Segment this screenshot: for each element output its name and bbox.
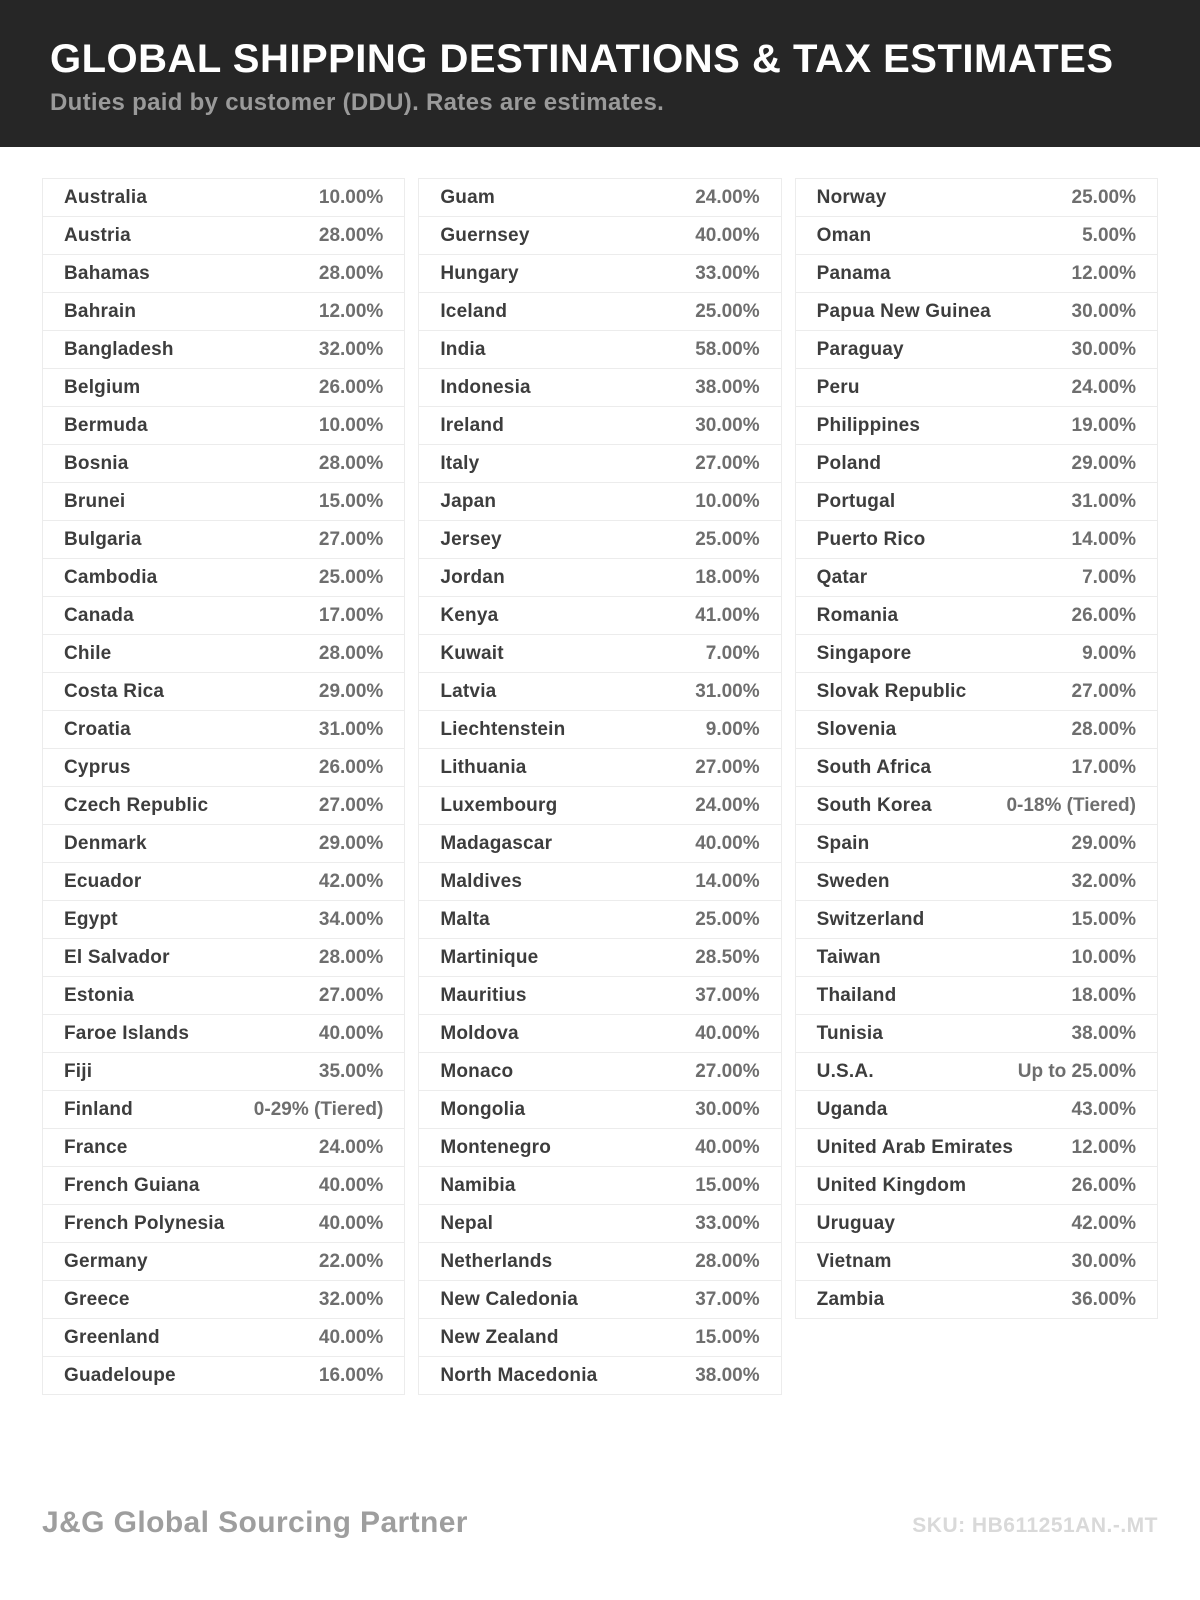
tax-rate: 28.00% [1071,718,1136,740]
table-row [795,1128,1158,1167]
tax-rate: 27.00% [1071,680,1136,702]
tax-rate: 34.00% [318,908,384,930]
tax-rate: 18.00% [695,566,760,588]
table-row [795,1052,1158,1091]
table-row [418,178,781,217]
tax-rate: 42.00% [318,870,384,892]
tax-rate: 12.00% [1071,262,1136,284]
country-name: Bosnia [64,452,129,474]
tax-rate: 0-18% (Tiered) [1006,794,1136,816]
table-row [795,938,1158,977]
tax-rate: 10.00% [318,186,384,208]
table-row [795,1014,1158,1053]
tax-rate: 40.00% [318,1326,384,1348]
country-name: French Guiana [64,1174,200,1196]
tax-rate: 33.00% [695,1212,760,1234]
tax-rate: 25.00% [318,566,384,588]
table-row [795,786,1158,825]
country-name: Greenland [64,1326,160,1348]
rate-column-1 [42,178,405,1395]
table-row [795,254,1158,293]
country-name: Finland [64,1098,133,1120]
table-row [42,178,405,217]
table-row [418,938,781,977]
country-name: Italy [440,452,480,474]
tax-rate: 24.00% [695,794,760,816]
tax-rate: 14.00% [1071,528,1136,550]
country-name: Monaco [440,1060,514,1082]
country-name: Chile [64,642,112,664]
table-row [795,672,1158,711]
tax-rate: 27.00% [695,452,760,474]
tax-rate: 30.00% [695,1098,760,1120]
country-name: South Korea [816,794,932,816]
tax-rate: 40.00% [695,1022,760,1044]
table-row [418,1280,781,1319]
page-header [0,0,1200,147]
country-name: India [440,338,486,360]
country-name: Norway [816,186,887,208]
table-row [795,976,1158,1015]
country-name: Hungary [440,262,519,284]
tax-rate: 9.00% [1082,642,1136,664]
country-name: Jersey [440,528,502,550]
table-row [42,1204,405,1243]
table-row [42,1014,405,1053]
table-row [42,1166,405,1205]
tax-rate: 27.00% [318,984,384,1006]
tax-rate: 26.00% [1071,1174,1136,1196]
country-name: Costa Rica [64,680,165,702]
tax-rate: 29.00% [318,680,384,702]
tax-rate: 27.00% [695,756,760,778]
tax-rate: 36.00% [1071,1288,1136,1310]
country-name: Kuwait [440,642,504,664]
table-row [795,748,1158,787]
tax-rate: 9.00% [705,718,760,740]
table-row [418,710,781,749]
table-row [42,558,405,597]
country-name: Qatar [816,566,868,588]
country-name: Czech Republic [64,794,209,816]
table-row [795,558,1158,597]
tax-rate: 40.00% [695,224,760,246]
country-name: Maldives [440,870,523,892]
table-row [42,824,405,863]
table-row [418,444,781,483]
tax-rate: 12.00% [1071,1136,1136,1158]
tax-rate: 26.00% [318,756,384,778]
country-name: Cyprus [64,756,131,778]
country-name: Bermuda [64,414,148,436]
country-name: Guernsey [440,224,530,246]
country-name: Uganda [816,1098,888,1120]
country-name: French Polynesia [64,1212,225,1234]
tax-rate: 40.00% [318,1022,384,1044]
table-row [795,1280,1158,1319]
sku-label: SKU: HB611251AN.-.MT [912,1514,1158,1537]
country-name: Fiji [64,1060,93,1082]
country-name: Papua New Guinea [816,300,991,322]
country-name: Latvia [440,680,497,702]
tax-rate: 26.00% [1071,604,1136,626]
table-row [795,862,1158,901]
country-name: Ireland [440,414,505,436]
table-row [418,1014,781,1053]
country-name: Croatia [64,718,131,740]
tax-rate: 10.00% [318,414,384,436]
table-row [42,900,405,939]
tax-rate: 25.00% [695,908,760,930]
country-name: Mauritius [440,984,527,1006]
country-name: Ecuador [64,870,142,892]
tax-rate: 28.00% [318,262,384,284]
tax-rate: 24.00% [1071,376,1136,398]
country-name: Iceland [440,300,508,322]
table-row [418,254,781,293]
tax-rate: 37.00% [695,1288,760,1310]
country-name: Indonesia [440,376,531,398]
table-row [795,330,1158,369]
country-name: New Zealand [440,1326,559,1348]
table-row [795,1090,1158,1129]
country-name: Panama [816,262,891,284]
country-name: Sweden [816,870,890,892]
country-name: Uruguay [816,1212,896,1234]
table-row [795,482,1158,521]
page-title: GLOBAL SHIPPING DESTINATIONS & TAX ESTIMATES [50,37,1114,81]
tax-rate: 19.00% [1071,414,1136,436]
table-row [795,216,1158,255]
tax-rate: 40.00% [695,832,760,854]
country-name: Guam [440,186,495,208]
tax-rate: 7.00% [1082,566,1136,588]
tax-rate: 28.50% [695,946,760,968]
rate-column-2 [418,178,781,1395]
tax-rate: 28.00% [318,224,384,246]
page-subtitle: Duties paid by customer (DDU). Rates are estimates. [50,89,665,116]
table-row [795,900,1158,939]
table-row [418,1242,781,1281]
tax-rate: 58.00% [695,338,760,360]
table-row [418,1090,781,1129]
tax-rate: 28.00% [318,946,384,968]
country-name: Switzerland [816,908,925,930]
table-row [418,406,781,445]
tax-rate: Up to 25.00% [1017,1060,1136,1082]
country-name: Malta [440,908,490,930]
tax-rate: 41.00% [695,604,760,626]
table-row [418,520,781,559]
table-row [42,292,405,331]
table-row [418,330,781,369]
tax-rate: 30.00% [1071,338,1136,360]
table-row [42,976,405,1015]
country-name: Bangladesh [64,338,174,360]
country-name: Netherlands [440,1250,553,1272]
country-name: United Kingdom [816,1174,967,1196]
table-row [418,976,781,1015]
table-row [418,1166,781,1205]
country-name: Martinique [440,946,539,968]
country-name: Canada [64,604,134,626]
table-row [418,368,781,407]
tax-rate: 31.00% [318,718,384,740]
country-name: Japan [440,490,497,512]
table-row [418,1204,781,1243]
table-row [795,178,1158,217]
table-row [42,596,405,635]
table-row [795,634,1158,673]
country-name: Cambodia [64,566,158,588]
country-name: Jordan [440,566,505,588]
table-row [418,596,781,635]
table-row [42,1090,405,1129]
country-name: Zambia [816,1288,885,1310]
country-name: Namibia [440,1174,516,1196]
country-name: Puerto Rico [816,528,926,550]
tax-rate: 35.00% [318,1060,384,1082]
country-name: Denmark [64,832,147,854]
country-name: Liechtenstein [440,718,566,740]
table-row [42,672,405,711]
tax-rate: 42.00% [1071,1212,1136,1234]
table-row [795,824,1158,863]
country-name: Slovenia [816,718,897,740]
table-row [42,938,405,977]
country-name: Egypt [64,908,118,930]
tax-rate: 30.00% [695,414,760,436]
tax-rate: 15.00% [1071,908,1136,930]
tax-rate: 40.00% [695,1136,760,1158]
table-row [42,786,405,825]
country-name: Spain [816,832,870,854]
tax-rate: 12.00% [318,300,384,322]
table-row [42,444,405,483]
country-name: Moldova [440,1022,519,1044]
table-row [42,1280,405,1319]
country-name: Estonia [64,984,135,1006]
table-row [795,596,1158,635]
table-row [418,482,781,521]
tax-rate: 10.00% [1071,946,1136,968]
tax-rate-table [42,178,1158,1395]
country-name: Kenya [440,604,499,626]
table-row [42,710,405,749]
tax-rate: 31.00% [695,680,760,702]
table-row [795,1166,1158,1205]
country-name: Montenegro [440,1136,552,1158]
table-row [418,748,781,787]
country-name: Greece [64,1288,130,1310]
tax-rate: 25.00% [695,528,760,550]
table-row [42,1356,405,1395]
country-name: El Salvador [64,946,170,968]
tax-rate: 37.00% [695,984,760,1006]
tax-rate: 26.00% [318,376,384,398]
country-name: Paraguay [816,338,904,360]
table-row [42,520,405,559]
table-row [42,254,405,293]
country-name: United Arab Emirates [816,1136,1014,1158]
table-row [42,368,405,407]
country-name: Madagascar [440,832,553,854]
tax-rate: 30.00% [1071,300,1136,322]
table-row [42,1318,405,1357]
tax-rate: 22.00% [318,1250,384,1272]
tax-rate: 7.00% [705,642,760,664]
table-row [418,1318,781,1357]
country-name: Luxembourg [440,794,558,816]
country-name: Faroe Islands [64,1022,190,1044]
tax-rate: 15.00% [695,1326,760,1348]
country-name: Germany [64,1250,148,1272]
tax-rate: 38.00% [1071,1022,1136,1044]
table-row [418,672,781,711]
rate-column-3 [795,178,1158,1319]
tax-rate: 31.00% [1071,490,1136,512]
tax-rate: 29.00% [318,832,384,854]
table-row [42,748,405,787]
tax-rate: 24.00% [318,1136,384,1158]
table-row [42,330,405,369]
tax-rate: 38.00% [695,1364,760,1386]
country-name: Mongolia [440,1098,526,1120]
table-row [795,444,1158,483]
tax-rate: 38.00% [695,376,760,398]
tax-rate: 28.00% [318,452,384,474]
table-row [42,1242,405,1281]
table-row [418,862,781,901]
tax-rate: 18.00% [1071,984,1136,1006]
table-row [42,482,405,521]
tax-rate: 32.00% [318,338,384,360]
table-row [418,1052,781,1091]
country-name: Belgium [64,376,141,398]
country-name: Bulgaria [64,528,142,550]
tax-rate: 16.00% [318,1364,384,1386]
tax-rate: 15.00% [695,1174,760,1196]
country-name: U.S.A. [816,1060,874,1082]
country-name: Austria [64,224,131,246]
table-row [795,406,1158,445]
table-row [418,900,781,939]
brand-name: J&G Global Sourcing Partner [42,1506,468,1539]
country-name: Brunei [64,490,126,512]
country-name: Philippines [816,414,921,436]
tax-rate: 15.00% [318,490,384,512]
country-name: Tunisia [816,1022,884,1044]
country-name: Portugal [816,490,896,512]
tax-rate: 29.00% [1071,832,1136,854]
tax-rate: 0-29% (Tiered) [253,1098,384,1120]
table-row [42,216,405,255]
country-name: Romania [816,604,899,626]
tax-rate: 30.00% [1071,1250,1136,1272]
table-row [418,216,781,255]
table-row [418,634,781,673]
tax-rate: 5.00% [1082,224,1136,246]
country-name: France [64,1136,128,1158]
table-row [795,292,1158,331]
country-name: Slovak Republic [816,680,967,702]
tax-rate: 33.00% [695,262,760,284]
page-footer [42,1506,1158,1540]
country-name: Guadeloupe [64,1364,176,1386]
table-row [795,368,1158,407]
country-name: Poland [816,452,882,474]
tax-rate: 28.00% [318,642,384,664]
tax-rate: 40.00% [318,1212,384,1234]
country-name: Taiwan [816,946,881,968]
tax-rate: 25.00% [1071,186,1136,208]
tax-rate: 43.00% [1071,1098,1136,1120]
tax-rate: 24.00% [695,186,760,208]
table-row [42,634,405,673]
country-name: Nepal [440,1212,494,1234]
table-row [795,710,1158,749]
country-name: Thailand [816,984,897,1006]
tax-rate: 17.00% [1071,756,1136,778]
tax-rate: 27.00% [318,794,384,816]
table-row [418,292,781,331]
tax-rate: 14.00% [695,870,760,892]
tax-rate: 40.00% [318,1174,384,1196]
table-row [418,1128,781,1167]
country-name: South Africa [816,756,932,778]
table-row [795,1242,1158,1281]
table-row [42,862,405,901]
country-name: Bahrain [64,300,137,322]
tax-rate: 27.00% [318,528,384,550]
table-row [418,824,781,863]
tax-rate: 29.00% [1071,452,1136,474]
country-name: Lithuania [440,756,527,778]
tax-rate: 32.00% [1071,870,1136,892]
tax-rate: 25.00% [695,300,760,322]
tax-rate: 10.00% [695,490,760,512]
table-row [418,558,781,597]
country-name: New Caledonia [440,1288,579,1310]
country-name: Singapore [816,642,912,664]
table-row [42,1128,405,1167]
table-row [795,520,1158,559]
country-name: Bahamas [64,262,150,284]
country-name: Peru [816,376,860,398]
table-row [795,1204,1158,1243]
tax-rate: 32.00% [318,1288,384,1310]
country-name: Oman [816,224,872,246]
table-row [418,1356,781,1395]
table-row [42,1052,405,1091]
table-row [42,406,405,445]
country-name: Vietnam [816,1250,892,1272]
tax-rate: 27.00% [695,1060,760,1082]
table-row [418,786,781,825]
country-name: Australia [64,186,148,208]
tax-rate: 17.00% [318,604,384,626]
tax-rate: 28.00% [695,1250,760,1272]
country-name: North Macedonia [440,1364,598,1386]
